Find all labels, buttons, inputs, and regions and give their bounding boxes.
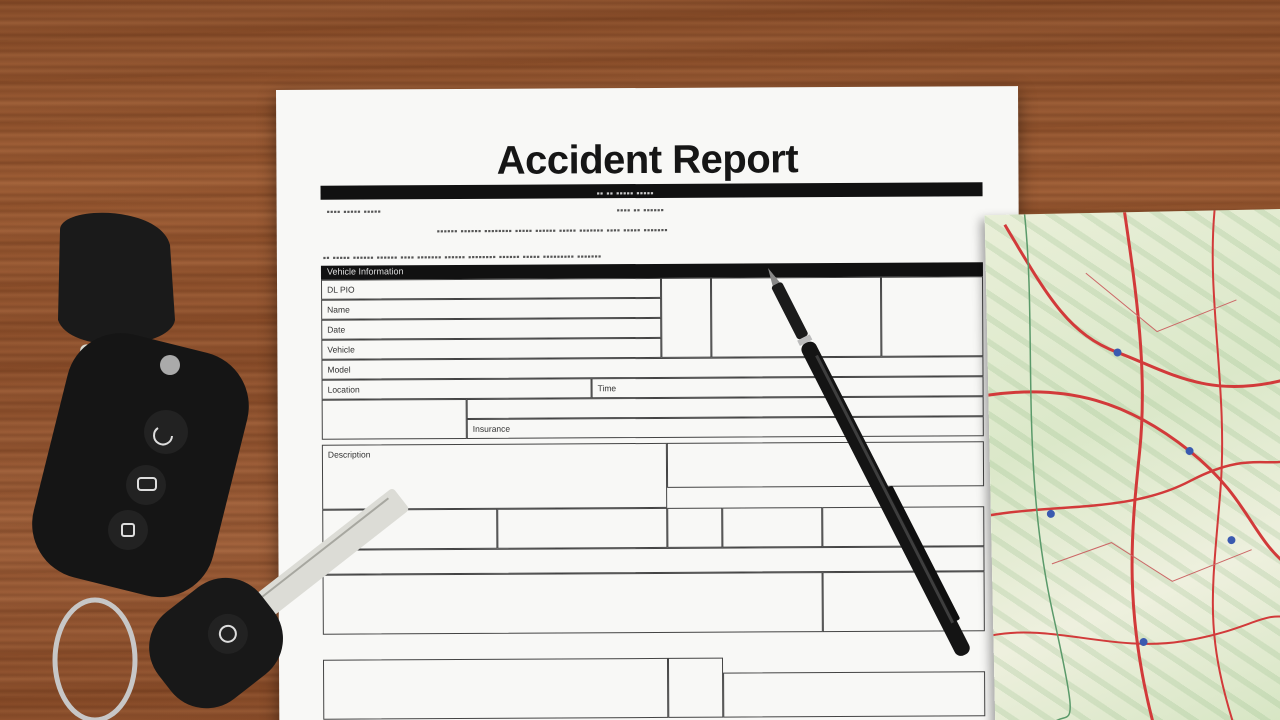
form-field[interactable]: DL PIO — [321, 278, 661, 300]
form-field[interactable]: Insurance — [467, 416, 984, 439]
form-textarea[interactable]: Description — [322, 443, 667, 510]
form-meta-line: ▪▪▪▪ ▪▪ ▪▪▪▪▪▪ — [616, 204, 665, 216]
form-field[interactable]: Time — [592, 376, 984, 398]
form-meta-line: ▪▪▪▪▪▪ ▪▪▪▪▪▪ ▪▪▪▪▪▪▪▪ ▪▪▪▪▪ ▪▪▪▪▪▪ ▪▪▪▪▪ ▪▪▪▪▪▪▪ ▪▪▪▪ ▪▪▪▪▪ ▪▪▪▪▪▪▪ — [436, 224, 668, 237]
form-title: Accident Report — [496, 137, 799, 183]
form-field[interactable]: Name — [321, 298, 661, 320]
form-meta-line: ▪▪▪▪ ▪▪▪▪▪ ▪▪▪▪▪ — [326, 206, 382, 217]
form-subheader: ▪▪ ▪▪ ▪▪▪▪▪ ▪▪▪▪▪ — [596, 187, 654, 199]
form-field[interactable]: Vehicle — [321, 338, 661, 360]
section-label: Vehicle Information — [326, 266, 404, 277]
form-meta-line: ▪▪ ▪▪▪▪▪ ▪▪▪▪▪▪ ▪▪▪▪▪▪ ▪▪▪▪ ▪▪▪▪▪▪▪ ▪▪▪▪▪▪ ▪▪▪▪▪▪▪▪ ▪▪▪▪▪▪ ▪▪▪▪▪ ▪▪▪▪▪▪▪▪▪ ▪▪▪▪▪▪▪ — [322, 251, 602, 263]
form-field[interactable]: Location — [322, 378, 592, 399]
form-field[interactable]: Model — [321, 356, 983, 379]
form-field[interactable]: Date — [321, 318, 661, 340]
